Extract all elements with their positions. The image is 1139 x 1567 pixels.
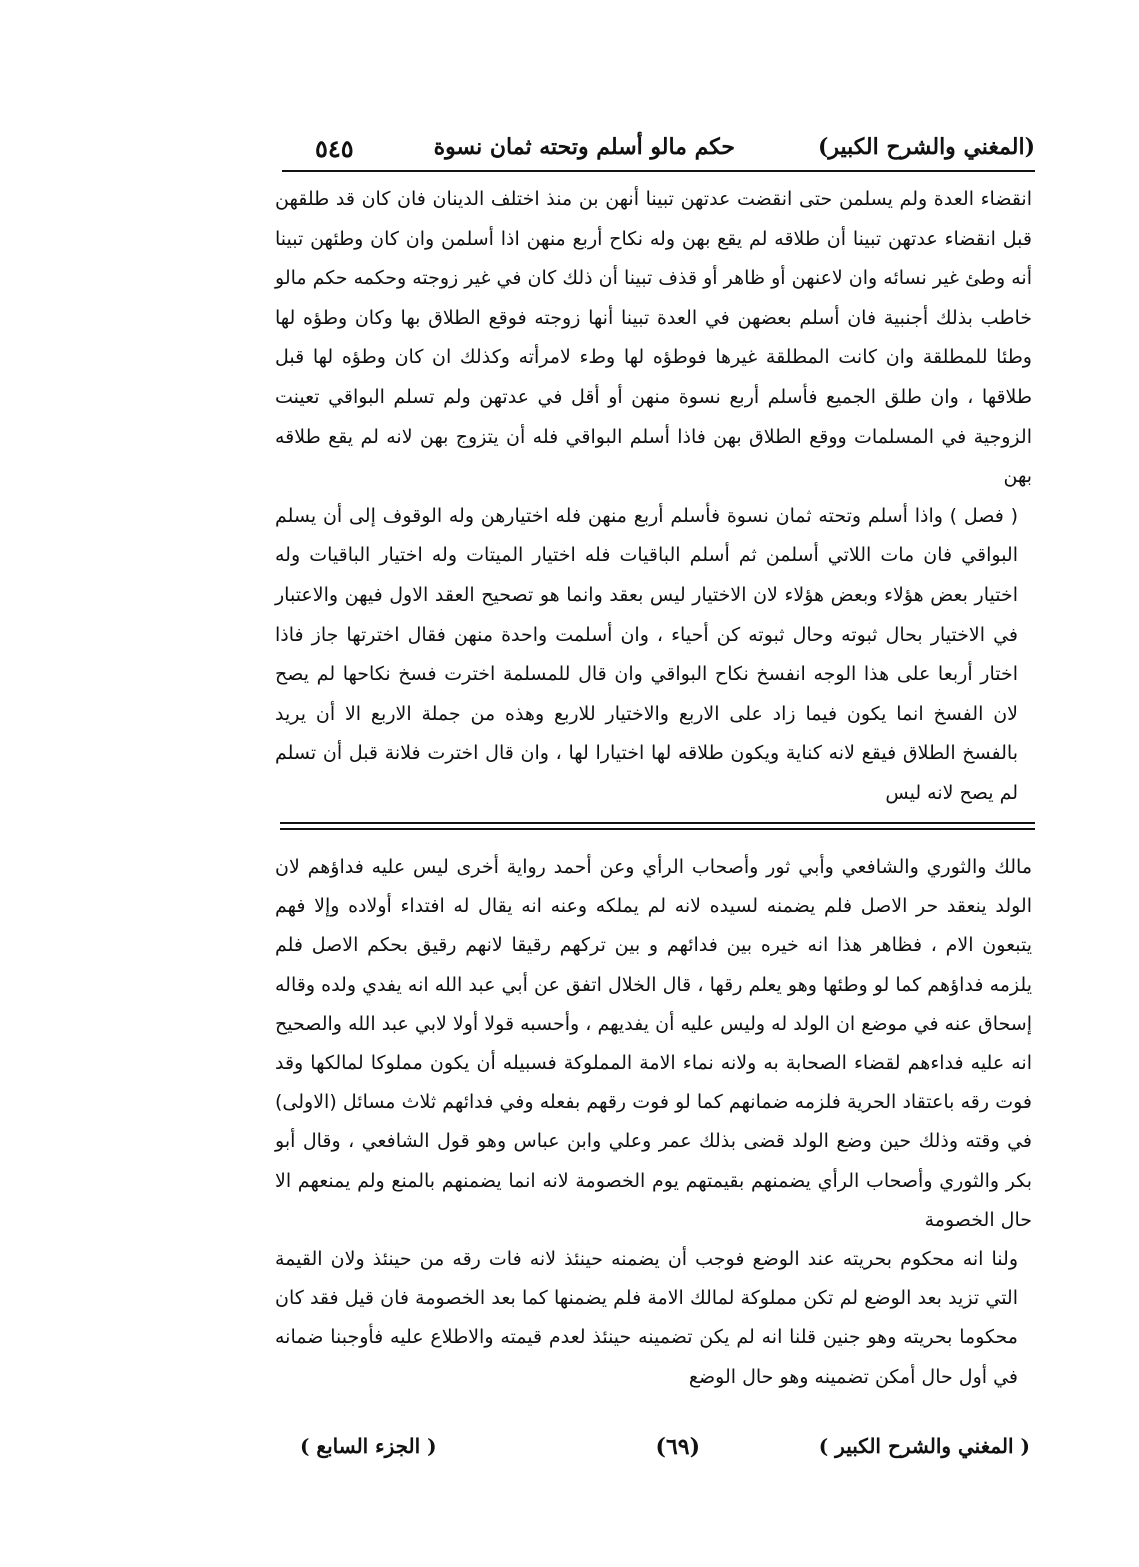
header-book-title: (المغني والشرح الكبير) <box>817 134 1035 160</box>
main-paragraph: انقضاء العدة ولم يسلمن حتى انقضت عدتهن تبينا أنهن بن منذ اختلف الدينان فان كان قد طلقهن قبل انقضاء عدتهن تبينا أن طلاقه لم يقع بهن وله نكاح أربع منهن اذا أسلمن وان كان وطئهن تبينا أنه وطئ غير نسائه وان لاعنهن أو ظاهر أو قذف تبينا أن ذلك كان في غير زوجته وحكمه حكم مالو خاطب بذلك أجنبية فان أسلم بعضهن في العدة تبينا أنها زوجته فوقع الطلاق بها وكان وطؤه لها وطئا للمطلقة وان كانت المطلقة غيرها فوطؤه لها وطء لامرأته وكذلك ان كان وطؤه لها قبل طلاقها ، وان طلق الجميع فأسلم أربع نسوة منهن أو أقل في عدتهن ولم تسلم البواقي تعينت الزوجية في المسلمات ووقع الطلاق بهن فاذا أسلم البواقي فله أن يتزوج بهن لانه لم يقع طلاقه بهن <box>275 188 1032 488</box>
footer-sequence-number: (٦٩) <box>655 1434 700 1460</box>
main-text <box>275 180 1032 814</box>
running-header <box>275 128 1035 172</box>
footnote-separator-rule <box>280 828 1035 830</box>
header-rule <box>282 170 1035 172</box>
main-paragraph: ( فصل ) واذا أسلم وتحته ثمان نسوة فأسلم أربع منهن فله اختيارهن وله الوقوف إلى أن يسلم البواقي فان مات اللاتي أسلمن ثم أسلم الباقيات فله اختيار الميتات وله اختيار الباقيات وله اختيار بعض هؤلاء وبعض هؤلاء لان الاختيار ليس بعقد وانما هو تصحيح العقد الاول فيهن والاعتبار في الاختيار بحال ثبوته وحال ثبوته كن أحياء ، وان أسلمت واحدة منهن فقال اخترتها جاز فاذا اختار أربعا على هذا الوجه انفسخ نكاح البواقي وان قال للمسلمة اخترت فسخ نكاحها لم يصح لان الفسخ انما يكون فيما زاد على الاربع والاختيار للاربع وهذه من جملة الاربع الا أن يريد بالفسخ الطلاق فيقع لانه كناية ويكون طلاقه لها اختيارا لها ، وان قال اخترت فلانة قبل أن تسلم لم يصح لانه ليس <box>275 504 1018 804</box>
footnote-paragraph: ولنا انه محكوم بحريته عند الوضع فوجب أن يضمنه حينئذ لانه فات رقه من حينئذ ولان القيمة التي تزيد بعد الوضع لم تكن مملوكة لمالك الامة فلم يضمنها كما بعد الخصومة فان قيل فقد كان محكوما بحريته وهو جنين قلنا انه لم يكن تضمينه حينئذ لعدم قيمته والاطلاع عليه فأوجبنا ضمانه في أول حال أمكن تضمينه وهو حال الوضع <box>275 1248 1018 1388</box>
header-page-number: ٥٤٥ <box>315 134 354 163</box>
footer-book-title: ( المغني والشرح الكبير ) <box>818 1434 1030 1458</box>
footnote-separator-rule <box>280 822 1035 824</box>
footnote-text <box>275 848 1032 1397</box>
footer-volume: ( الجزء السابع ) <box>300 1434 437 1458</box>
header-chapter-title: حكم مالو أسلم وتحته ثمان نسوة <box>433 134 735 160</box>
footnote-paragraph: مالك والثوري والشافعي وأبي ثور وأصحاب الرأي وعن أحمد رواية أخرى ليس عليه فداؤهم لان الولد ينعقد حر الاصل فلم يضمنه لسيده لانه لم يملكه وعنه انه يقال له افتداء أولاده وإلا فهم يتبعون الام ، فظاهر هذا انه خيره بين فدائهم و بين تركهم رقيقا لانهم رقيق بحكم الاصل فلم يلزمه فداؤهم كما لو وطئها وهو يعلم رقها ، قال الخلال اتفق عن أبي عبد الله انه يفدي ولده وقاله إسحاق عنه في موضع ان الولد له وليس عليه أن يفديهم ، وأحسبه قولا أولا لابي عبد الله والصحيح انه عليه فداءهم لقضاء الصحابة به ولانه نماء الامة المملوكة فسبيله أن يكون مملوكا لمالكها وقد فوت رقه باعتقاد الحرية فلزمه ضمانهم كما لو فوت رقهم بفعله وفي فدائهم ثلاث مسائل (الاولى) في وقته وذلك حين وضع الولد قضى بذلك عمر وعلي وابن عباس وهو قول الشافعي ، وقال أبو بكر والثوري وأصحاب الرأي يضمنهم بقيمتهم يوم الخصومة لانه انما يضمنهم بالمنع ولم يمنعهم الا حال الخصومة <box>275 856 1032 1231</box>
page-footer <box>290 1430 1030 1470</box>
